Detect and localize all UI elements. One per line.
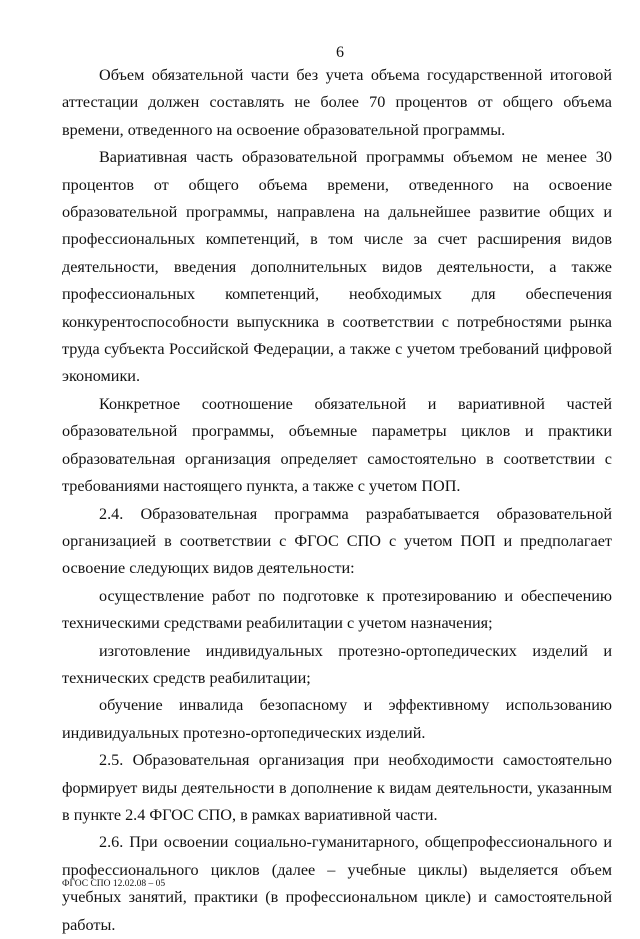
paragraph-2-5: 2.5. Образовательная организация при необходимости самостоятельно формирует виды деятельности в дополнение к видам деятельности, указанным в пункте 2.4 ФГОС СПО, в рамках вариативной части. [62, 751, 612, 824]
paragraph-2-6: 2.6. При освоении социально-гуманитарного, общепрофессионального и профессионального циклов (далее – учебные циклы) выделяется объем учебных занятий, практики (в профессиональном цикле) и самостоятельной работы. [62, 833, 612, 934]
document-body [62, 62, 612, 939]
paragraph-variable-part: Вариативная часть образовательной программы объемом не менее 30 процентов от общего объема времени, отведенного на освоение образовательной программы, направлена на дальнейшее развитие общих и профессиональных компетенций, в том числе за счет расширения видов деятельности, введения дополнительных видов деятельности, а также профессиональных компетенций, необходимых для обеспечения конкурентоспособности выпускника в соответствии с потребностями рынка труда субъекта Российской Федерации, а также с учетом требований цифровой экономики. [62, 148, 612, 386]
list-item-activity-2: изготовление индивидуальных протезно-ортопедических изделий и технических средств реабилитации; [62, 641, 612, 687]
footer-document-code: ФГОС СПО 12.02.08 – 05 [62, 879, 166, 889]
page-number: 6 [336, 44, 344, 61]
paragraph-2-4: 2.4. Образовательная программа разрабатывается образовательной организацией в соответствии с ФГОС СПО с учетом ПОП и предполагает освоение следующих видов деятельности: [62, 504, 612, 578]
paragraph-mandatory-part: Объем обязательной части без учета объема государственной итоговой аттестации должен составлять не более 70 процентов от общего объема времени, отведенного на освоение образовательной программы. [62, 66, 612, 139]
list-item-activity-1: осуществление работ по подготовке к протезированию и обеспечению техническими средствами реабилитации с учетом назначения; [62, 586, 612, 633]
paragraph-ratio: Конкретное соотношение обязательной и вариативной частей образовательной программы, объемные параметры циклов и практики образовательная организация определяет самостоятельно в соответствии с требованиями настоящего пункта, а также с учетом ПОП. [62, 394, 612, 496]
list-item-activity-3: обучение инвалида безопасному и эффективному использованию индивидуальных протезно-ортопедических изделий. [62, 696, 612, 742]
